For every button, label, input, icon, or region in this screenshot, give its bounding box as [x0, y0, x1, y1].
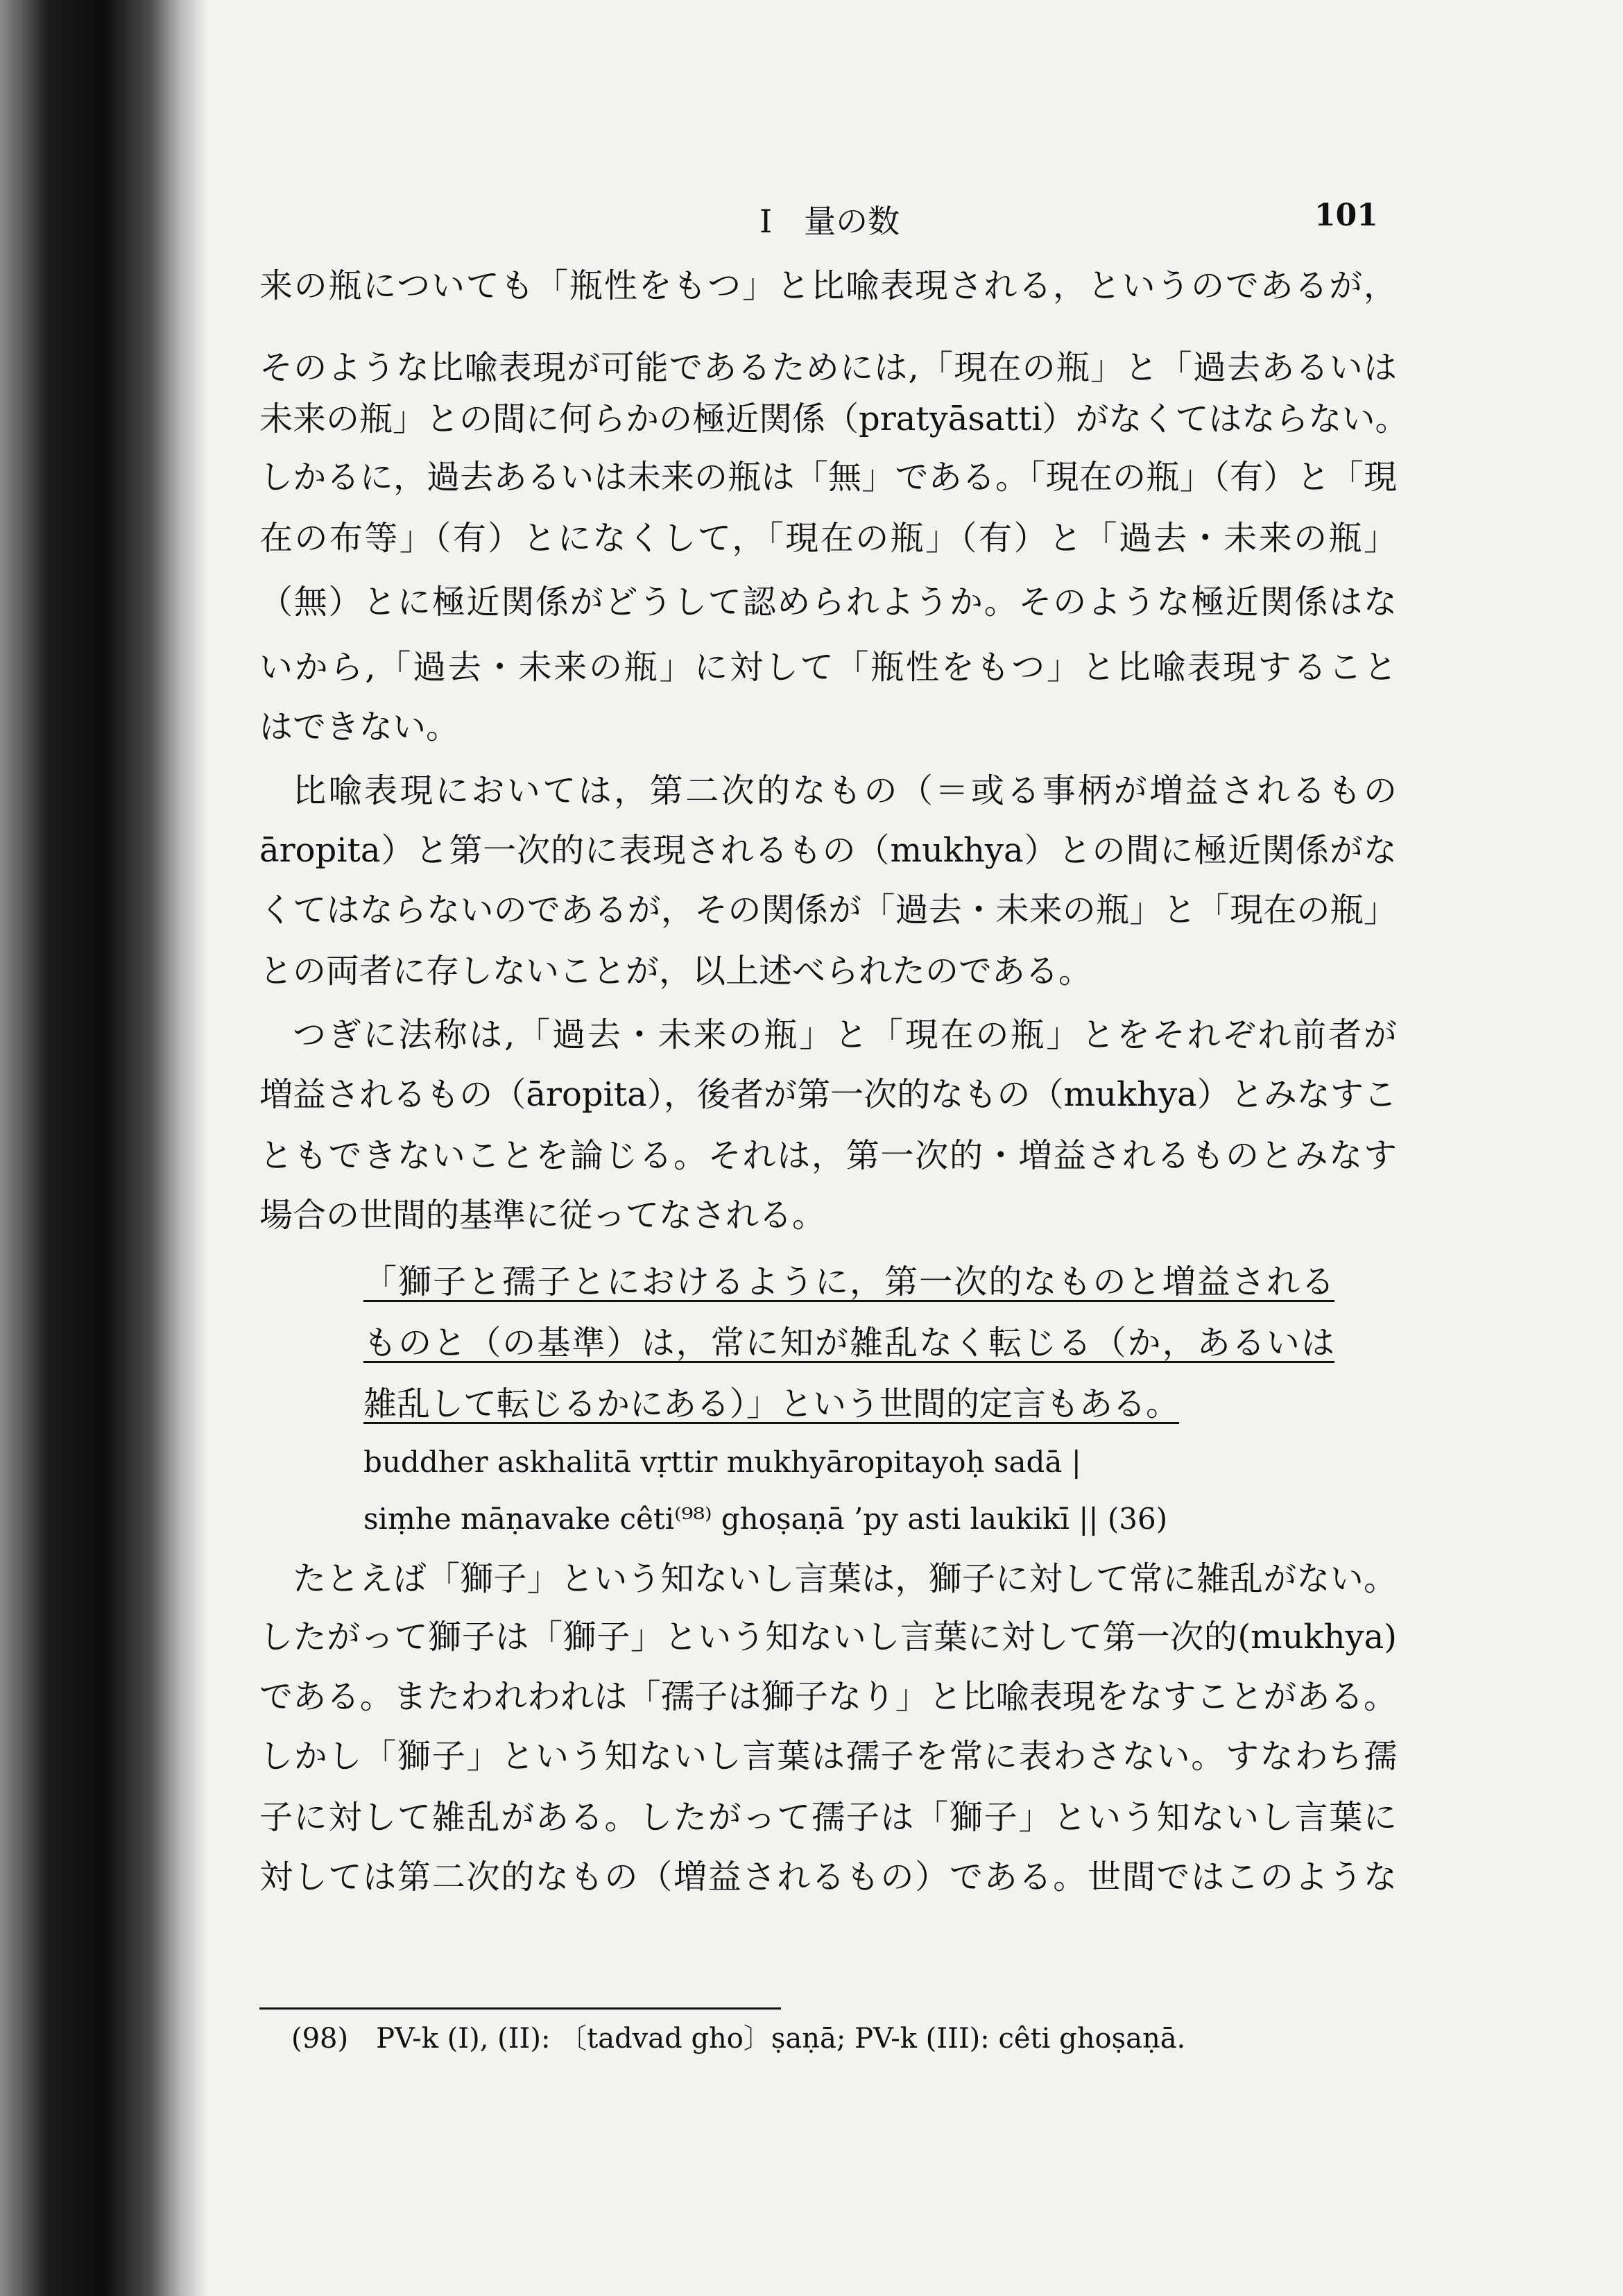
body-line: 未来の瓶」との間に何らかの極近関係（pratyāsatti）がなくてはならない。 [259, 400, 1409, 438]
body-line: しかし「獅子」という知ないし言葉は孺子を常に表わさない。すなわち孺 [259, 1737, 1397, 1776]
verse-line: 「獅子と孺子とにおけるように，第一次的なものと増益される [363, 1262, 1334, 1301]
body-line: つぎに法称は,「過去・未来の瓶」と「現在の瓶」とをそれぞれ前者が [293, 1016, 1397, 1054]
sanskrit-line: siṃhe māṇavake cêti⁽⁹⁸⁾ ghoṣaṇā ’py asti laukikī || (36) [363, 1502, 1168, 1536]
sanskrit-line: buddher askhalitā vṛttir mukhyāropitayoḥ sadā | [363, 1445, 1081, 1479]
body-line: たとえば「獅子」という知ないし言葉は，獅子に対して常に雑乱がない。 [293, 1559, 1397, 1598]
body-line: との両者に存しないことが，以上述べられたのである。 [259, 952, 1092, 991]
body-line: したがって獅子は「獅子」という知ないし言葉に対して第一次的(mukhya) [259, 1618, 1397, 1656]
body-line: 在の布等」（有）とになくして，「現在の瓶」（有）と「過去・未来の瓶」 [259, 519, 1397, 558]
body-line: ともできないことを論じる。それは，第一次的・増益されるものとみなす [259, 1136, 1397, 1175]
running-head: I 量の数 [759, 203, 900, 240]
body-line: しかるに，過去あるいは未来の瓶は「無」である。「現在の瓶」（有）と「現 [259, 458, 1397, 497]
body-line: 比喩表現においては，第二次的なもの（＝或る事柄が増益されるもの [293, 771, 1397, 810]
body-line: そのような比喩表現が可能であるためには,「現在の瓶」と「過去あるいは [259, 348, 1397, 387]
body-line: くてはならないのであるが，その関係が「過去・未来の瓶」と「現在の瓶」 [259, 891, 1397, 929]
body-line: はできない。 [259, 708, 460, 746]
verse-line: 雑乱して転じるかにある）」という世間的定言もある。 [363, 1385, 1180, 1423]
body-line: āropita）と第一次的に表現されるもの（mukhya）との間に極近関係がな [259, 831, 1397, 870]
body-line: 増益されるもの（āropita），後者が第一次的なもの（mukhya）とみなすこ [259, 1075, 1397, 1114]
body-line: である。またわれわれは「孺子は獅子なり」と比喩表現をなすことがある。 [259, 1677, 1397, 1716]
body-line: （無）とに極近関係がどうして認められようか。そのような極近関係はな [259, 583, 1397, 622]
body-line: いから,「過去・未来の瓶」に対して「瓶性をもつ」と比喩表現すること [259, 648, 1397, 687]
body-line: 来の瓶についても「瓶性をもつ」と比喩表現される，というのであるが， [259, 266, 1397, 305]
verse-line: ものと（の基準）は，常に知が雑乱なく転じる（か，あるいは [363, 1323, 1334, 1362]
body-line: 子に対して雑乱がある。したがって孺子は「獅子」という知ないし言葉に [259, 1798, 1397, 1837]
footnote: (98) PV-k (I), (II): 〔tadvad gho〕ṣaṇā; PV-k (III): cêti ghoṣaṇā. [291, 2023, 1186, 2055]
body-line: 対しては第二次的なもの（増益されるもの）である。世間ではこのような [259, 1858, 1397, 1896]
page-number: 101 [1314, 198, 1378, 233]
scan-binding-shadow [0, 0, 208, 2296]
footnote-rule [259, 2007, 781, 2010]
body-line: 場合の世間的基準に従ってなされる。 [259, 1196, 826, 1235]
